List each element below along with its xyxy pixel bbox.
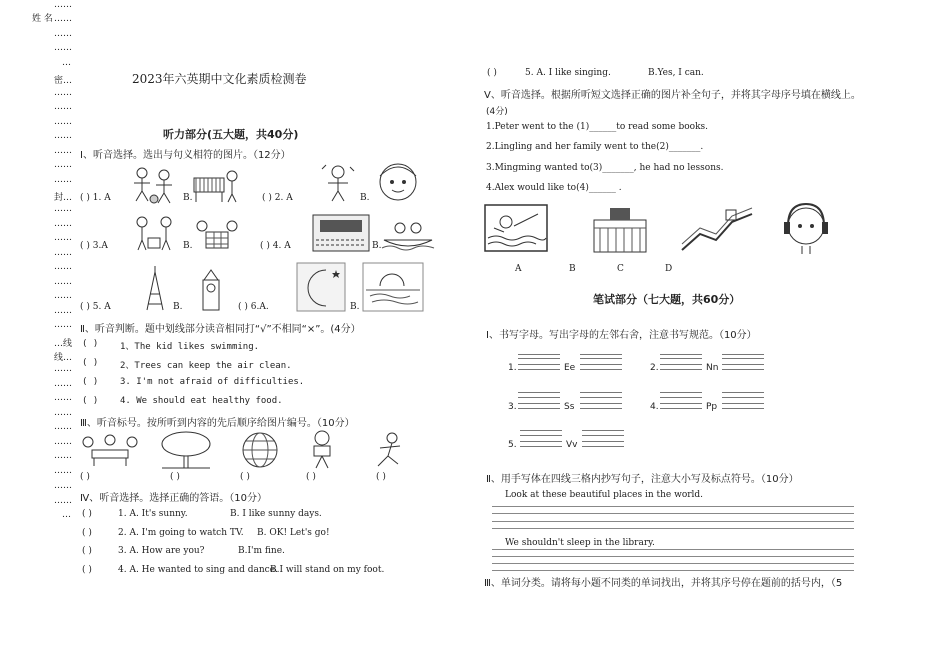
s4-q1-b: B. I like sunny days. bbox=[230, 509, 322, 519]
big-ben-picture bbox=[194, 268, 228, 312]
section-1-heading: Ⅰ、听音选择。选出与句义相符的图片。（12分） bbox=[80, 150, 291, 161]
binding-dots: …… bbox=[54, 466, 72, 476]
s2-q2-paren: ( ) bbox=[82, 358, 99, 368]
section-3-heading: Ⅲ、听音标号。按所听到内容的先后顺序给图片编号。（10分） bbox=[80, 418, 355, 429]
s2-q1-paren: ( ) bbox=[82, 339, 99, 349]
s5-sentence-4: 4.Alex would like to(4)______ . bbox=[486, 183, 622, 193]
s2-q3-paren: ( ) bbox=[82, 377, 99, 387]
binding-dots: …… bbox=[54, 29, 72, 39]
s3-paren-1: ( ) bbox=[80, 472, 90, 482]
letter-3-given: Ss bbox=[564, 402, 575, 412]
q5-number: ( ) 5. A bbox=[80, 302, 111, 312]
binding-seal-xian: …线 bbox=[54, 339, 73, 349]
s2-q4-paren: ( ) bbox=[82, 396, 99, 406]
s4-q2-b: B. OK! Let's go! bbox=[257, 528, 330, 538]
binding-seal-mi: 密… bbox=[54, 76, 73, 86]
binding-dots: …… bbox=[54, 320, 72, 330]
section-2-heading: Ⅱ、听音判断。题中划线部分读音相同打“√”不相同“×”。(4分） bbox=[80, 324, 361, 335]
band-picture bbox=[128, 214, 180, 254]
writing-3-heading: Ⅲ、单词分类。请将每小题不同类的单词找出，并将其序号停在题前的括号内，（5 bbox=[484, 578, 843, 589]
binding-dots: …… bbox=[54, 146, 72, 156]
binding-dots: …… bbox=[54, 408, 72, 418]
moon-picture bbox=[296, 262, 346, 312]
binding-seal-feng: 封… bbox=[54, 193, 73, 203]
binding-dots: …… bbox=[54, 88, 72, 98]
binding-seal-xian: 线… bbox=[54, 353, 73, 363]
piano-picture bbox=[192, 168, 242, 204]
letter-a: A bbox=[515, 264, 522, 274]
q3-b: B. bbox=[183, 241, 193, 251]
section-5-heading: Ⅴ、听音选择。根据所听短文选择正确的图片补全句子，并将其字母序号填在横线上。 bbox=[484, 90, 861, 101]
s4-q4-a: 4. A. He wanted to sing and dance. bbox=[118, 565, 278, 575]
binding-dots: …… bbox=[54, 43, 72, 53]
s4-q3-paren: ( ) bbox=[82, 546, 92, 556]
photographer-picture bbox=[300, 428, 346, 470]
writing-1-heading: Ⅰ、书写字母。写出字母的左邻右舍，注意书写规范。（10分） bbox=[486, 330, 757, 341]
great-wall-picture bbox=[680, 204, 754, 254]
letter-1-given: Ee bbox=[564, 363, 576, 373]
swimming-picture bbox=[484, 204, 548, 252]
q3-number: ( ) 3.A bbox=[80, 241, 108, 251]
section-5-points: (4分) bbox=[486, 107, 508, 117]
writing-heading: 笔试部分（七大题，共60分） bbox=[593, 293, 741, 306]
q4-b: B. bbox=[372, 241, 382, 251]
eiffel-tower-picture bbox=[135, 264, 175, 312]
s4-q3-b: B.I'm fine. bbox=[238, 546, 285, 556]
letter-c: C bbox=[617, 264, 624, 274]
letter-2-given: Nn bbox=[706, 363, 719, 373]
s5-sentence-1: 1.Peter went to the (1)______to read some books. bbox=[486, 122, 709, 132]
s4-q4-paren: ( ) bbox=[82, 565, 92, 575]
binding-dots: …… bbox=[54, 175, 72, 185]
sunset-sea-picture bbox=[362, 262, 424, 312]
binding-dots: …… bbox=[54, 262, 72, 272]
name-label: 姓 名 bbox=[32, 14, 53, 24]
binding-dots: …… bbox=[54, 496, 72, 506]
letter-4-num: 4. bbox=[650, 402, 659, 412]
binding-dots: …… bbox=[54, 233, 72, 243]
binding-dots: …… bbox=[54, 306, 72, 316]
binding-dots: …… bbox=[54, 291, 72, 301]
s3-paren-5: ( ) bbox=[376, 472, 386, 482]
q2-number: ( ) 2. A bbox=[262, 193, 293, 203]
letter-1-num: 1. bbox=[508, 363, 517, 373]
binding-dots: …… bbox=[54, 102, 72, 112]
music-headphones-picture bbox=[780, 200, 832, 256]
s2-q2-text: 2、Trees can keep the air clean. bbox=[120, 361, 292, 371]
q4-number: ( ) 4. A bbox=[260, 241, 291, 251]
s4-q5-paren: ( ) bbox=[487, 68, 497, 78]
s4-q5-a: 5. A. I like singing. bbox=[525, 68, 611, 78]
binding-dots: …… bbox=[54, 219, 72, 229]
cinema-picture bbox=[312, 214, 370, 252]
binding-dots: …… bbox=[54, 379, 72, 389]
q5-b: B. bbox=[173, 302, 183, 312]
writing-2-heading: Ⅱ、用手写体在四线三格内抄写句子，注意大小写及标点符号。（10分） bbox=[486, 474, 799, 485]
s4-q2-a: 2. A. I'm going to watch TV. bbox=[118, 528, 244, 538]
q2-b: B. bbox=[360, 193, 370, 203]
binding-dots: …… bbox=[54, 248, 72, 258]
copy-sentence-1: Look at these beautiful places in the world. bbox=[505, 490, 704, 500]
tree-picture bbox=[158, 430, 214, 470]
girl-face-picture bbox=[370, 160, 426, 204]
binding-dots: …… bbox=[54, 14, 72, 24]
page-title: 2023年六英期中文化素质检测卷 bbox=[132, 72, 307, 86]
binding-dots: …… bbox=[54, 437, 72, 447]
s4-q5-b: B.Yes, I can. bbox=[648, 68, 704, 78]
s3-paren-4: ( ) bbox=[306, 472, 316, 482]
letter-3-num: 3. bbox=[508, 402, 517, 412]
globe-picture bbox=[240, 430, 280, 470]
letter-4-given: Pp bbox=[706, 402, 718, 412]
q6-number: ( ) 6.A. bbox=[238, 302, 269, 312]
binding-dots: … bbox=[62, 510, 71, 520]
binding-dots: …… bbox=[54, 277, 72, 287]
letter-b: B bbox=[569, 264, 576, 274]
binding-dots: …… bbox=[54, 422, 72, 432]
runner-picture bbox=[368, 430, 412, 470]
letter-5-given: Vv bbox=[566, 440, 578, 450]
copy-sentence-2: We shouldn't sleep in the library. bbox=[505, 538, 655, 548]
binding-dots: …… bbox=[54, 160, 72, 170]
kids-playing-picture bbox=[128, 165, 180, 205]
letter-2-num: 2. bbox=[650, 363, 659, 373]
s2-q3-text: 3. I'm not afraid of difficulties. bbox=[120, 377, 305, 387]
binding-dots: …… bbox=[54, 364, 72, 374]
family-dinner-picture bbox=[78, 432, 142, 468]
s4-q1-paren: ( ) bbox=[82, 509, 92, 519]
s5-sentence-3: 3.Mingming wanted to(3)_______, he had no lessons. bbox=[486, 163, 724, 173]
binding-dots: …… bbox=[54, 451, 72, 461]
binding-dots: …… bbox=[54, 204, 72, 214]
letter-d: D bbox=[665, 264, 673, 274]
listening-heading: 听力部分(五大题，共40分) bbox=[163, 128, 299, 141]
s4-q3-a: 3. A. How are you? bbox=[118, 546, 205, 556]
boat-picture bbox=[380, 214, 436, 252]
binding-dots: … bbox=[62, 58, 71, 68]
s3-paren-3: ( ) bbox=[240, 472, 250, 482]
binding-dots: …… bbox=[54, 393, 72, 403]
s3-paren-2: ( ) bbox=[170, 472, 180, 482]
binding-dots: …… bbox=[54, 117, 72, 127]
q6-b: B. bbox=[350, 302, 360, 312]
s4-q4-b: B.I will stand on my foot. bbox=[270, 565, 385, 575]
singer-picture bbox=[318, 163, 358, 203]
s2-q4-text: 4. We should eat healthy food. bbox=[120, 396, 283, 406]
library-picture bbox=[588, 204, 652, 254]
section-4-heading: Ⅳ、听音选择。选择正确的答语。（10分） bbox=[80, 493, 267, 504]
binding-dots: …… bbox=[54, 0, 72, 10]
s4-q2-paren: ( ) bbox=[82, 528, 92, 538]
s5-sentence-2: 2.Lingling and her family went to the(2)_______. bbox=[486, 142, 704, 152]
s2-q1-text: 1、The kid likes swimming. bbox=[120, 342, 260, 352]
binding-dots: …… bbox=[54, 131, 72, 141]
q1-number: ( ) 1. A bbox=[80, 193, 111, 203]
q1-b: B. bbox=[183, 193, 193, 203]
s4-q1-a: 1. A. It's sunny. bbox=[118, 509, 188, 519]
binding-dots: …… bbox=[54, 481, 72, 491]
study-picture bbox=[192, 218, 242, 252]
letter-5-num: 5. bbox=[508, 440, 517, 450]
